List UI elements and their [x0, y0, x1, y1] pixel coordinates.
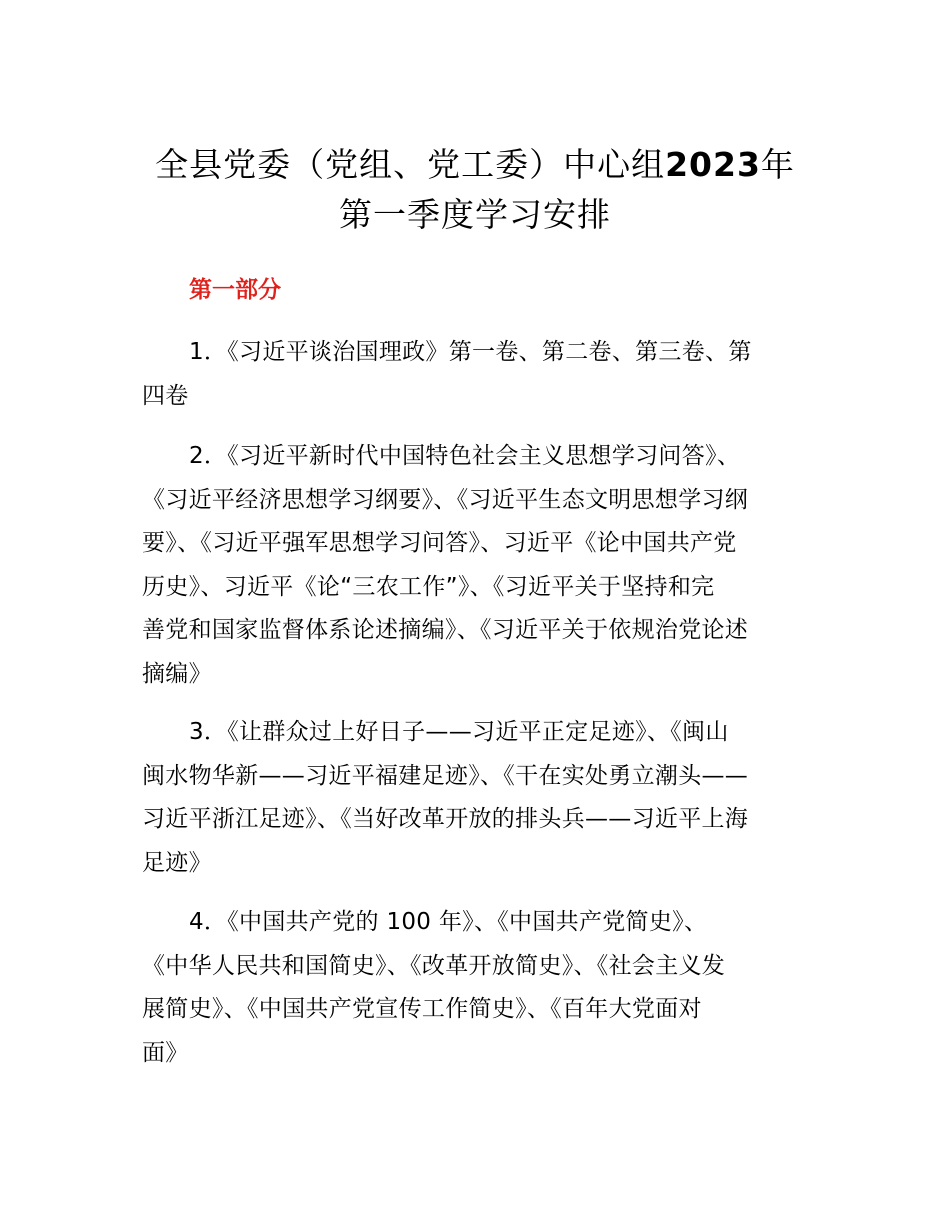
list-item-line: 《习近平经济思想学习纲要》、《习近平生态文明思想学习纲 [142, 486, 749, 513]
list-item-line: 4．《中国共产党的 100 年》、《中国共产党简史》、 [189, 909, 708, 935]
list-item-line: 摘编》 [142, 660, 212, 687]
list-item-line: 习近平浙江足迹》、《当好改革开放的排头兵——习近平上海 [142, 806, 749, 832]
list-item-2 [142, 435, 817, 696]
list-item-line: 展简史》、《中国共产党宣传工作简史》、《百年大党面对 [142, 996, 702, 1022]
list-item-line: 要》、《习近平强军思想学习问答》、习近平《论中国共产党 [142, 530, 737, 556]
list-item-line: 历史》、习近平《论“三农工作”》、《习近平关于坚持和完 [142, 573, 715, 600]
list-item-line: 四卷 [142, 382, 189, 409]
list-item-3 [142, 711, 817, 885]
title-suffix: 年 [760, 145, 795, 184]
list-item-line: 《中华人民共和国简史》、《改革开放简史》、《社会主义发 [142, 952, 726, 979]
list-item-line: 2．《习近平新时代中国特色社会主义思想学习问答》、 [189, 443, 741, 469]
document-title-line-2: 第一季度学习安排 [339, 195, 611, 234]
list-item-1 [142, 331, 817, 418]
list-item-4 [142, 901, 817, 1075]
list-item-line: 足迹》 [142, 849, 212, 876]
document-title-line-1 [100, 140, 850, 190]
list-item-line: 面》 [142, 1039, 189, 1066]
list-item-line: 3．《让群众过上好日子——习近平正定足迹》、《闽山 [189, 719, 729, 745]
title-year: 2023 [665, 145, 761, 184]
section-heading: 第一部分 [189, 277, 281, 303]
title-prefix: 全县党委（党组、党工委）中心组 [155, 145, 666, 184]
list-item-line: 1．《习近平谈治国理政》第一卷、第二卷、第三卷、第 [189, 339, 752, 365]
list-item-line: 善党和国家监督体系论述摘编》、《习近平关于依规治党论述 [142, 617, 749, 643]
list-item-line: 闽水物华新——习近平福建足迹》、《干在实处勇立潮头—— [142, 762, 749, 789]
